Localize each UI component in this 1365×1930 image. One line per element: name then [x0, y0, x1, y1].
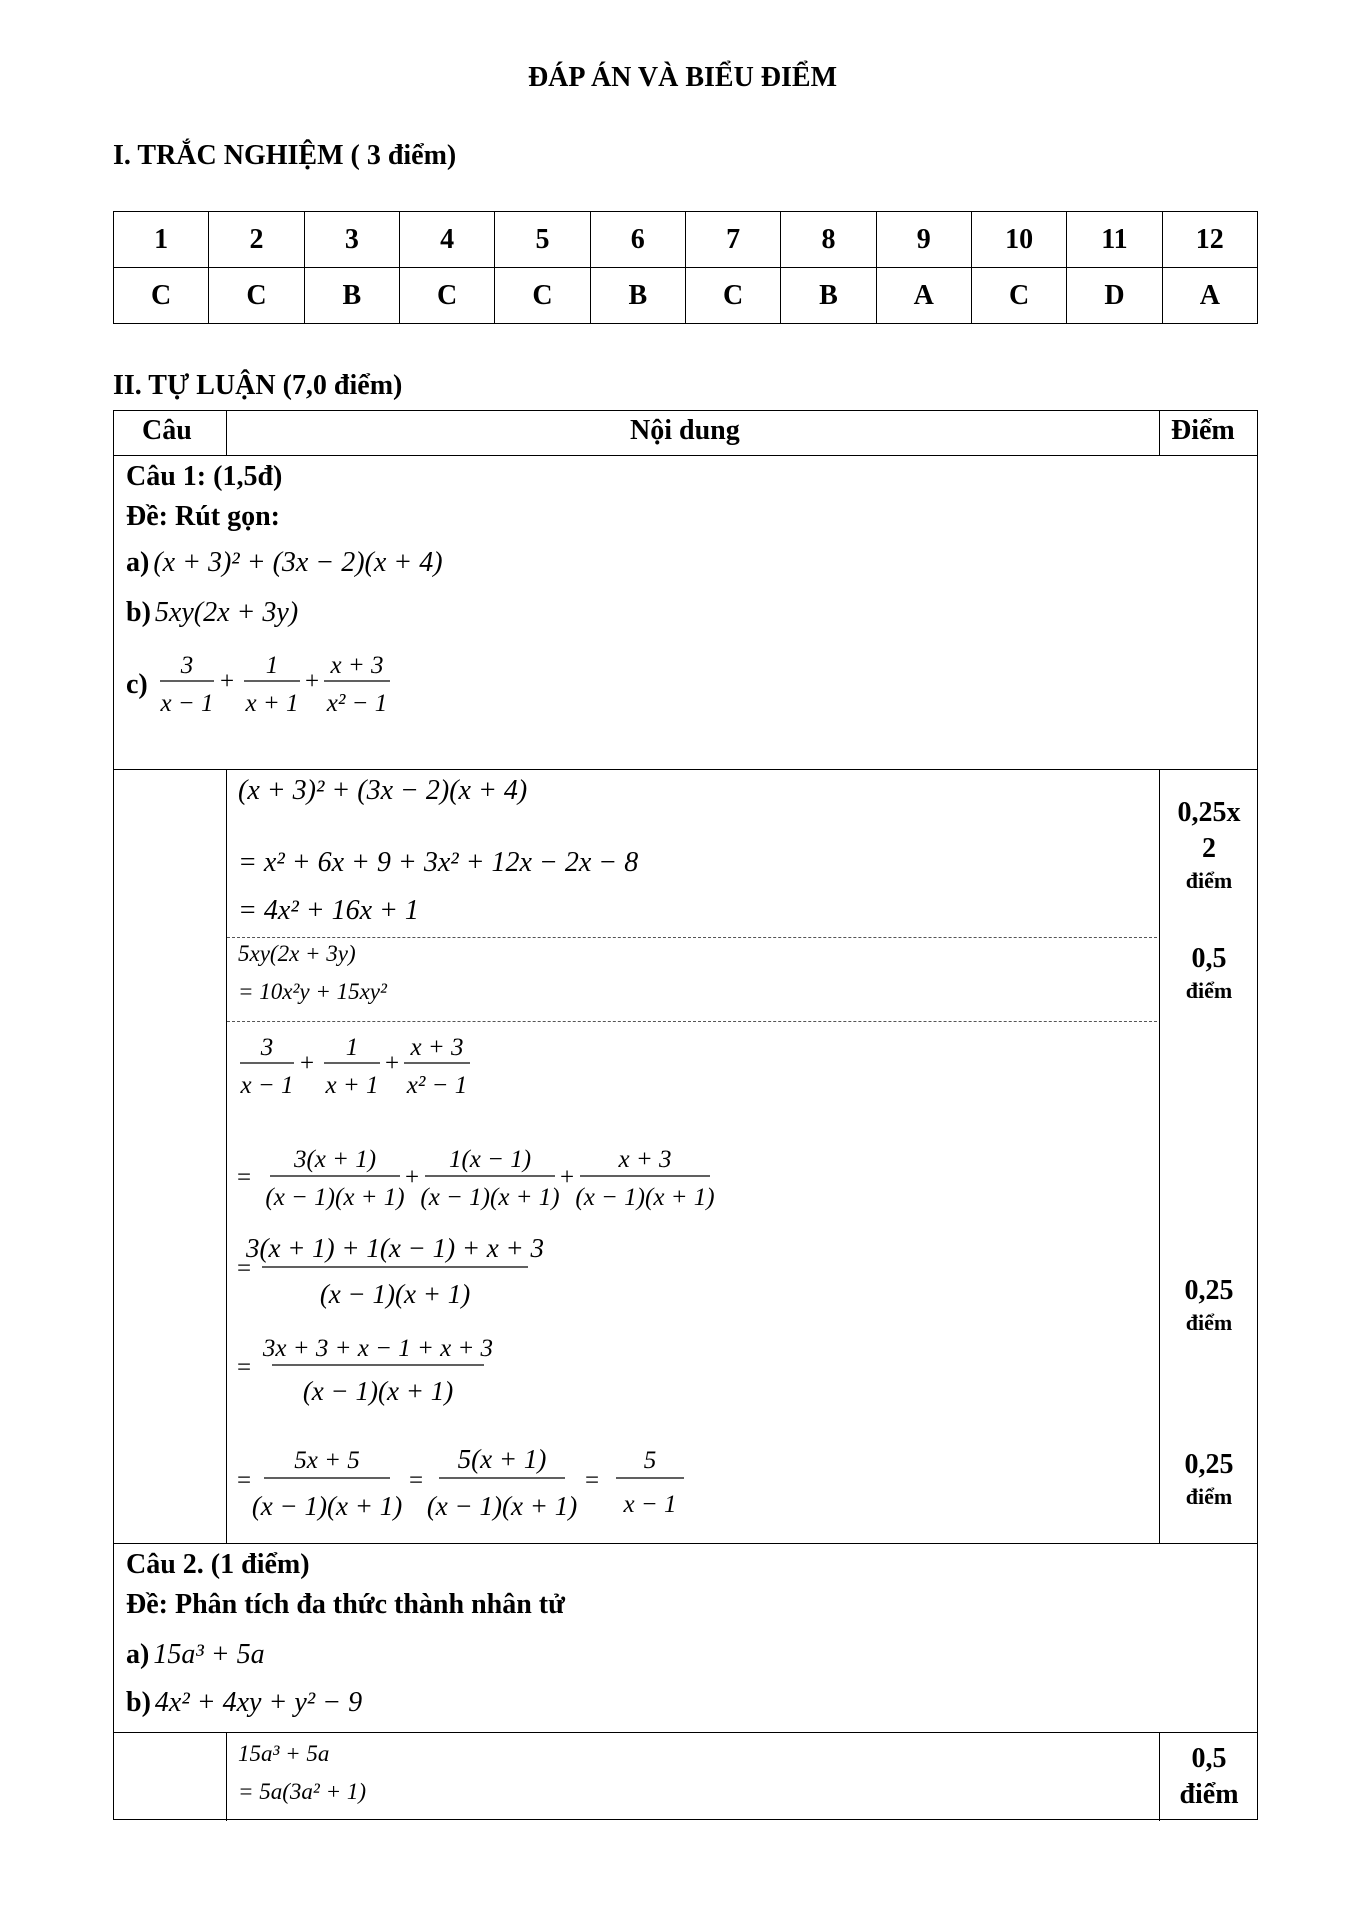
- frac-den: x − 1: [623, 1491, 677, 1518]
- answer-cell: D: [1067, 268, 1162, 324]
- frac-den: x − 1: [160, 690, 214, 717]
- essay-table: [113, 410, 1258, 1820]
- answer-row: [114, 268, 1258, 324]
- q1-c-expr: [152, 643, 452, 723]
- question-number: 2: [209, 212, 304, 268]
- part2-heading: II. TỰ LUẬN (7,0 điểm): [113, 370, 403, 401]
- frac-den: (x − 1)(x + 1): [251, 1491, 403, 1521]
- q1-b-label: b): [126, 597, 151, 628]
- score-q1b: [1159, 941, 1259, 1005]
- score-value: 0,5: [1191, 943, 1227, 974]
- score-q1c-1: [1159, 1273, 1259, 1337]
- svg-text:+: +: [219, 668, 235, 695]
- column-divider: [226, 769, 227, 1543]
- frac-num: 3: [260, 1034, 274, 1061]
- score-q1a: [1159, 795, 1259, 895]
- q2-prompt: Đề: Phân tích đa thức thành nhân tử: [126, 1589, 565, 1620]
- q1-sol-b-line: = 10x²y + 15xy²: [238, 979, 387, 1004]
- question-number: 12: [1162, 212, 1257, 268]
- answer-cell: A: [1162, 268, 1257, 324]
- score-unit: điểm: [1185, 978, 1233, 1003]
- frac-num: 3(x + 1): [293, 1146, 377, 1173]
- frac-num: 5x + 5: [294, 1447, 360, 1474]
- frac-num: 3(x + 1) + 1(x − 1) + x + 3: [245, 1233, 545, 1263]
- answer-cell: C: [971, 268, 1066, 324]
- question-number: 3: [304, 212, 399, 268]
- score-value: 0,25x: [1177, 797, 1241, 828]
- frac-den: x² − 1: [326, 690, 388, 717]
- question-number: 4: [399, 212, 494, 268]
- score-multiplier: 2: [1202, 833, 1216, 864]
- q1-a-label: a): [126, 547, 150, 578]
- frac-num: x + 3: [410, 1034, 464, 1061]
- frac-num: 1: [345, 1034, 359, 1061]
- answer-cell: C: [685, 268, 780, 324]
- frac-num: x + 3: [618, 1146, 672, 1173]
- svg-text:+: +: [384, 1050, 400, 1077]
- q1-b-expr: 5xy(2x + 3y): [154, 597, 299, 628]
- frac-den: (x − 1)(x + 1): [426, 1491, 578, 1521]
- svg-text:+: +: [404, 1164, 420, 1191]
- equals-sign: =: [236, 1164, 252, 1191]
- score-q1c-2: [1159, 1447, 1259, 1511]
- answer-cell: B: [590, 268, 685, 324]
- q2-title: Câu 2. (1 điểm): [126, 1549, 310, 1580]
- equals-sign: =: [236, 1467, 252, 1494]
- score-unit: điểm: [1185, 1310, 1233, 1335]
- frac-num: 5(x + 1): [457, 1444, 547, 1474]
- q1-a-expr: (x + 3)² + (3x − 2)(x + 4): [153, 547, 443, 578]
- question-number: 7: [685, 212, 780, 268]
- score-q2a: [1159, 1741, 1259, 1813]
- q2-b-expr: 4x² + 4xy + y² − 9: [154, 1687, 363, 1718]
- score-value: 0,5: [1191, 1743, 1227, 1774]
- answer-cell: C: [399, 268, 494, 324]
- frac-num: 3: [180, 652, 194, 679]
- table-divider: [114, 455, 1257, 456]
- q1-sol-c: [232, 1025, 1157, 1541]
- frac-den: x + 1: [325, 1072, 379, 1099]
- equals-sign: =: [236, 1255, 252, 1282]
- question-number: 10: [971, 212, 1066, 268]
- answer-key-table: [113, 211, 1258, 324]
- svg-text:+: +: [559, 1164, 575, 1191]
- frac-num: 3x + 3 + x − 1 + x + 3: [262, 1335, 494, 1362]
- question-number: 9: [876, 212, 971, 268]
- question-number-row: [114, 212, 1258, 268]
- q2-a-label: a): [126, 1639, 150, 1670]
- score-unit: điểm: [1179, 1779, 1239, 1810]
- table-divider: [114, 769, 1257, 770]
- q1-c-label: c): [126, 669, 148, 700]
- question-number: 1: [114, 212, 209, 268]
- question-number: 6: [590, 212, 685, 268]
- frac-den: x + 1: [245, 690, 299, 717]
- answer-cell: A: [876, 268, 971, 324]
- score-unit: điểm: [1185, 868, 1233, 893]
- part1-heading: I. TRẮC NGHIỆM ( 3 điểm): [113, 140, 457, 171]
- frac-den: (x − 1)(x + 1): [575, 1184, 715, 1211]
- q1-sol-a-line: (x + 3)² + (3x − 2)(x + 4): [238, 775, 528, 806]
- frac-num: 1(x − 1): [448, 1146, 532, 1173]
- frac-den: (x − 1)(x + 1): [265, 1184, 405, 1211]
- svg-text:+: +: [304, 668, 320, 695]
- frac-den: x − 1: [240, 1072, 294, 1099]
- q2-sol-a-line: = 5a(3a² + 1): [238, 1779, 367, 1804]
- equals-sign: =: [236, 1354, 252, 1381]
- frac-den: (x − 1)(x + 1): [420, 1184, 560, 1211]
- q1-part-a: [126, 547, 443, 579]
- dashed-divider: [227, 1021, 1157, 1022]
- answer-cell: C: [495, 268, 590, 324]
- q1-sol-a-line: = 4x² + 16x + 1: [238, 895, 419, 926]
- score-value: 0,25: [1184, 1449, 1234, 1480]
- q1-sol-b-line: 5xy(2x + 3y): [238, 941, 356, 966]
- header-score: Điểm: [1171, 415, 1235, 446]
- frac-num: x + 3: [330, 652, 384, 679]
- q1-part-b: [126, 597, 298, 629]
- column-divider: [226, 1732, 227, 1821]
- dashed-divider: [227, 937, 1157, 938]
- question-number: 11: [1067, 212, 1162, 268]
- q2-a-expr: 15a³ + 5a: [153, 1639, 265, 1670]
- frac-den: x² − 1: [406, 1072, 468, 1099]
- equals-sign: =: [408, 1467, 424, 1494]
- frac-num: 5: [643, 1447, 657, 1474]
- answer-cell: C: [114, 268, 209, 324]
- q2-sol-a-line: 15a³ + 5a: [238, 1741, 330, 1766]
- q1-prompt: Đề: Rút gọn:: [126, 501, 280, 532]
- answer-cell: B: [304, 268, 399, 324]
- score-unit: điểm: [1185, 1484, 1233, 1509]
- q2-part-b: [126, 1687, 362, 1719]
- score-value: 0,25: [1184, 1275, 1234, 1306]
- table-divider: [114, 1543, 1257, 1544]
- q2-b-label: b): [126, 1687, 151, 1718]
- frac-num: 1: [265, 652, 279, 679]
- header-cau: Câu: [142, 415, 192, 446]
- header-content: Nội dung: [630, 415, 740, 446]
- q1-title: Câu 1: (1,5đ): [126, 461, 283, 492]
- frac-den: (x − 1)(x + 1): [319, 1279, 471, 1309]
- svg-text:+: +: [299, 1050, 315, 1077]
- equals-sign: =: [584, 1467, 600, 1494]
- table-divider: [114, 1732, 1257, 1733]
- column-divider: [226, 411, 227, 455]
- question-number: 8: [781, 212, 876, 268]
- q2-part-a: [126, 1639, 265, 1671]
- column-divider: [1159, 411, 1160, 455]
- q1-sol-a-line: = x² + 6x + 9 + 3x² + 12x − 2x − 8: [238, 847, 639, 878]
- page-title: ĐÁP ÁN VÀ BIỂU ĐIỂM: [527, 62, 838, 93]
- frac-den: (x − 1)(x + 1): [302, 1376, 454, 1406]
- question-number: 5: [495, 212, 590, 268]
- answer-cell: B: [781, 268, 876, 324]
- answer-cell: C: [209, 268, 304, 324]
